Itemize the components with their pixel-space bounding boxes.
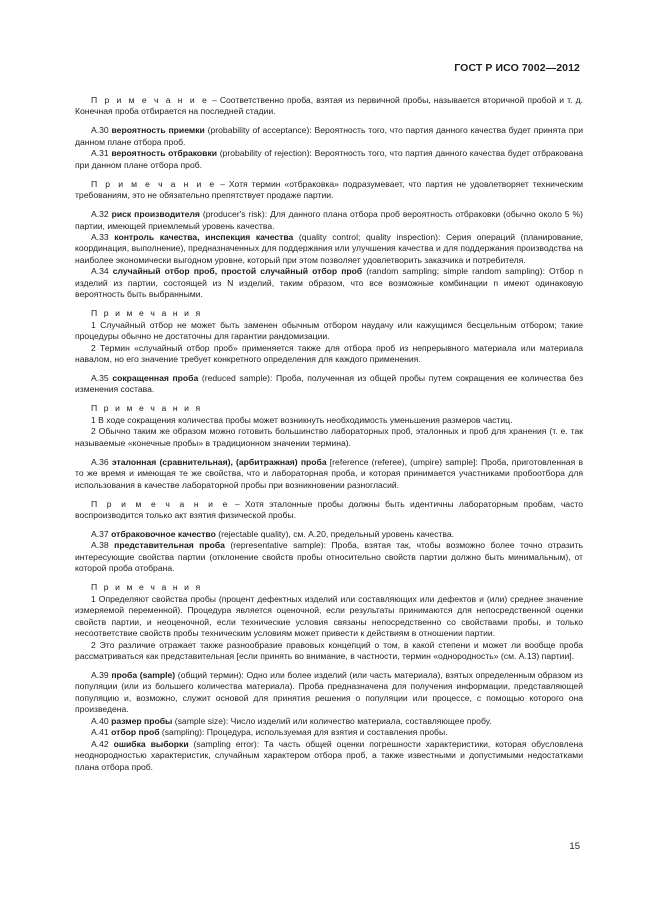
term-number: A.40 xyxy=(91,715,109,726)
term-definition: (общий термин): Одно или более изделий (или часть материала), взятых определенным образом из популяции (или из большего количества материала). Проба предназначена для получения информации, представляющей популяцию и, возможно, служит основой для принятия решения о популяции или процессе, с помощью которого она произведена. xyxy=(75,669,584,715)
term-paragraph-a37 xyxy=(75,529,583,540)
term-number: A.38 xyxy=(91,540,109,551)
term-name: риск производителя xyxy=(111,209,200,220)
term-definition: (sample size): Число изделий или количество материала, составляющее пробу. xyxy=(172,715,492,726)
term-name: вероятность приемки xyxy=(111,125,205,136)
term-name: случайный отбор проб, простой случайный отбор проб xyxy=(112,266,363,277)
note-item: 1 Определяют свойства пробы (процент дефектных изделий или составляющих или дефектов и (или) среднее значение измеряемой переменной). Процедура является оценочной, если результаты принимаются для непосредственной оценки свойств партии, и неоценочной, если технические условия связаны непосредственно со свойствами пробы, и только несоответствие свойств пробы техническим условиям может привести к действиям в отношении партии. xyxy=(75,593,583,639)
notes-header xyxy=(75,308,583,319)
term-paragraph-a40 xyxy=(75,716,583,727)
term-name: сокращенная проба xyxy=(112,373,199,384)
term-paragraph-a41 xyxy=(75,727,583,738)
term-definition: (quality control; quality inspection): Серия операций (планирование, координация, выполнение), предназначенных для поддержания или улучшения качества и для поддержания производства на наиболее экономически выгодном уровне, который при этом позволяет удовлетворить заказчика и потребителя. xyxy=(75,232,584,265)
term-paragraph-a30 xyxy=(75,125,583,148)
document-code-header: ГОСТ Р ИСО 7002—2012 xyxy=(454,62,580,74)
term-name: вероятность отбраковки xyxy=(111,148,218,159)
term-number: A.30 xyxy=(91,125,109,136)
term-definition: (reduced sample): Проба, полученная из общей пробы путем сокращения ее количества без изменения состава. xyxy=(75,373,584,395)
term-paragraph-a36 xyxy=(75,457,583,491)
notes-label: П р и м е ч а н и я xyxy=(91,308,203,319)
term-number: A.41 xyxy=(91,727,109,738)
term-number: A.39 xyxy=(91,669,109,680)
term-name: эталонная (сравнительная), (арбитражная) проба xyxy=(111,456,327,467)
term-name: представительная проба xyxy=(114,540,225,551)
term-number: A.35 xyxy=(91,373,109,384)
term-definition: (probability of acceptance): Вероятность того, что партия данного качества будет принята при данном плане отбора проб. xyxy=(75,125,583,147)
page-number: 15 xyxy=(569,841,580,852)
term-number: A.37 xyxy=(91,529,109,539)
term-paragraph-a32 xyxy=(75,209,583,232)
note-label: П р и м е ч а н и е xyxy=(91,498,230,509)
term-definition: (representative sample): Проба, взятая так, чтобы возможно более точно отразить интересующие свойства партии (отклонение свойств пробы относительно свойств партии должно быть минимальным), от которой проба отобрана. xyxy=(75,540,583,574)
note-text: – Соответственно проба, взятая из первичной пробы, называется вторичной пробой и т. д. Конечная проба отбирается на последней стадии. xyxy=(75,95,584,117)
term-number: A.32 xyxy=(91,209,109,220)
note-label: П р и м е ч а н и е xyxy=(91,178,217,189)
note-paragraph xyxy=(75,499,583,522)
notes-header xyxy=(75,582,583,593)
term-paragraph-a31 xyxy=(75,148,583,171)
note-text: – Хотя термин «отбраковка» подразумевает, что партия не удовлетворяет техническим требованиям, это не обязательно препятствует продаже партии. xyxy=(75,178,583,201)
term-paragraph-a33 xyxy=(75,232,583,266)
note-item: 2 Это различие отражает также разнообразие правовых концепций о том, в какой степени и может ли вообще проба рассматриваться как представительная [если принять во внимание, в частности, термин «однородность» (см. A.13) партии]. xyxy=(75,639,583,662)
term-name: отбор проб xyxy=(111,727,160,738)
term-definition: (random sampling; simple random sampling): Отбор n изделий из партии, состоящей из N изделий, таким образом, что все возможные комбинации n имеют одинаковую вероятность быть выбранными. xyxy=(75,266,583,300)
note-item: 1 Случайный отбор не может быть заменен обычным отбором наудачу или кажущимся бесцельным отбором; такие процедуры обычно не достаточны для гарантии рандомизации. xyxy=(75,319,583,342)
term-definition: (probability of rejection): Вероятность того, что партия данного качества будет отбракована при данном плане отбора проб. xyxy=(75,148,583,170)
term-number: A.36 xyxy=(91,456,109,467)
term-paragraph-a34 xyxy=(75,266,583,300)
term-name: размер пробы xyxy=(111,715,173,726)
term-paragraph-a35 xyxy=(75,373,583,396)
notes-label: П р и м е ч а н и я xyxy=(91,403,203,414)
document-body xyxy=(75,95,583,773)
term-definition: (sampling error): Та часть общей оценки погрешности характеристики, которая обусловлена неоднородностью характеристик, случайным характером отбора проб, а также известными и допустимыми недостатками плана отбора проб. xyxy=(75,738,583,772)
term-paragraph-a38 xyxy=(75,540,583,574)
term-number: A.33 xyxy=(91,232,109,243)
term-name: отбраковочное качество xyxy=(111,529,216,539)
notes-label: П р и м е ч а н и я xyxy=(91,582,203,593)
note-item: 2 Термин «случайный отбор проб» применяется также для отбора проб из непрерывного материала или материала навалом, но его значение требует конкретного определения для каждого применения. xyxy=(75,342,583,365)
term-name: контроль качества, инспекция качества xyxy=(114,232,294,243)
note-paragraph xyxy=(75,179,583,202)
note-label: П р и м е ч а н и е xyxy=(91,95,209,105)
term-paragraph-a39 xyxy=(75,670,583,716)
note-item: 2 Обычно таким же образом можно готовить большинство лабораторных проб, эталонных и проб для хранения (т. е. так называемые «конечные пробы» в традиционном значении термина). xyxy=(75,426,583,448)
note-text: – Хотя эталонные пробы должны быть идентичны лабораторным пробам, часто воспроизводится только акт взятия физической пробы. xyxy=(75,498,583,521)
term-name: проба (sample) xyxy=(111,669,176,680)
note-paragraph xyxy=(75,95,583,118)
term-number: A.42 xyxy=(91,738,109,749)
term-definition: (rejectable quality), см. A.20, предельный уровень качества. xyxy=(215,529,455,539)
notes-header xyxy=(75,403,583,414)
term-number: A.34 xyxy=(91,266,109,277)
term-definition: (producer's risk): Для данного плана отбора проб вероятность отбраковки (обычно около 5 %) партии, имеющей приемлемый уровень качества. xyxy=(75,209,583,231)
note-item: 1 В ходе сокращения количества пробы может возникнуть необходимость уменьшения размеров частиц. xyxy=(91,414,513,425)
term-number: A.31 xyxy=(91,148,109,159)
term-definition: (sampling): Процедура, используемая для взятия и составления пробы. xyxy=(159,727,448,738)
term-definition: [reference (referee), (umpire) sample]: Проба, приготовленная в то же время и имеющая те же свойства, что и лабораторная проба, и которая принимается участниками пробоотбора для использования в качестве лабораторной пробы при возникновении разногласий. xyxy=(75,456,584,490)
term-name: ошибка выборки xyxy=(113,738,189,749)
term-paragraph-a42 xyxy=(75,739,583,773)
